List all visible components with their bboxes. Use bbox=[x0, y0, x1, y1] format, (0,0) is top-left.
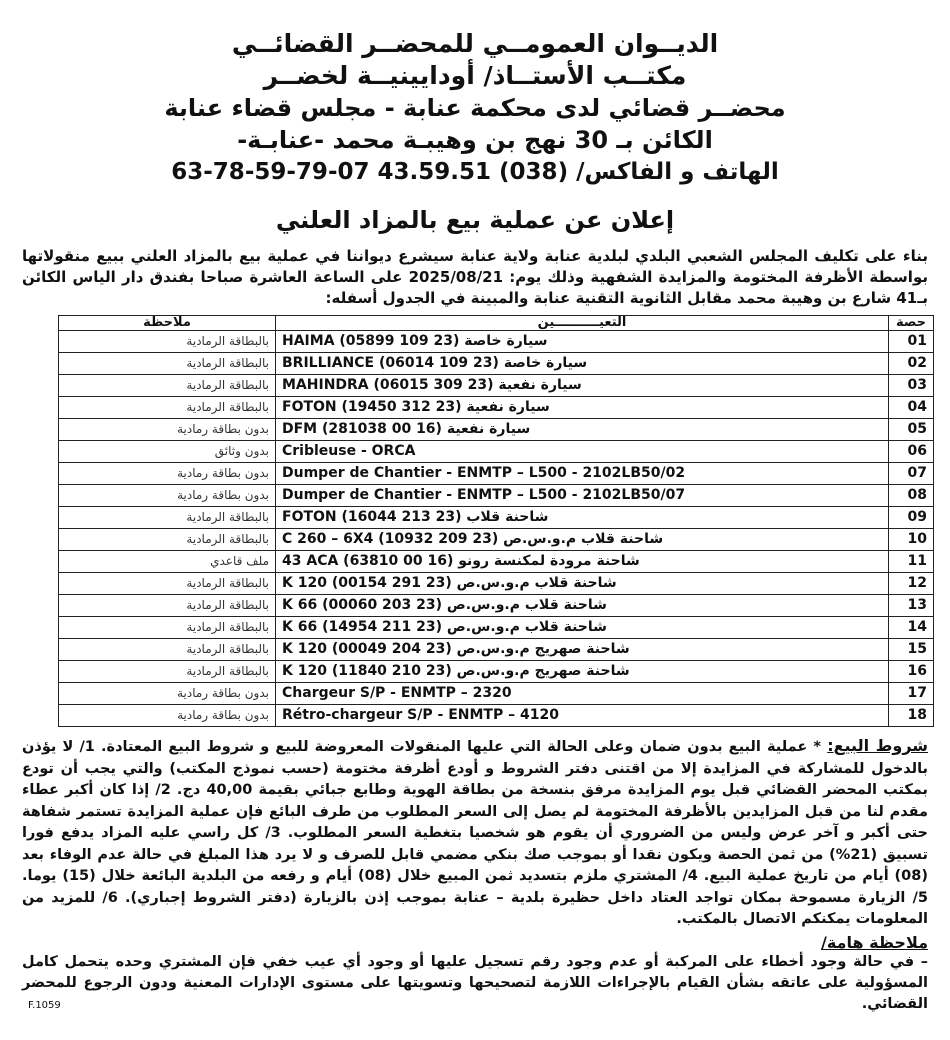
lot-number: 09 bbox=[889, 507, 934, 529]
lot-number: 15 bbox=[889, 639, 934, 661]
table-row bbox=[59, 639, 934, 661]
table-row bbox=[59, 705, 934, 727]
lot-note: بالبطاقة الرمادية bbox=[59, 507, 276, 529]
table-row bbox=[59, 375, 934, 397]
header-line-4: الكائن بـ 30 نهج بن وهيبـة محمد -عنابـة- bbox=[237, 126, 713, 154]
lot-description: HAIMA (05899 109 23) سيارة خاصة bbox=[276, 331, 889, 353]
lot-number: 18 bbox=[889, 705, 934, 727]
table-row bbox=[59, 617, 934, 639]
lot-description: MAHINDRA (06015 309 23) سيارة نفعية bbox=[276, 375, 889, 397]
lot-number: 04 bbox=[889, 397, 934, 419]
lot-description: BRILLIANCE (06014 109 23) سيارة خاصة bbox=[276, 353, 889, 375]
lot-note: بدون بطاقة رمادية bbox=[59, 705, 276, 727]
lot-number: 17 bbox=[889, 683, 934, 705]
lot-number: 03 bbox=[889, 375, 934, 397]
table-row bbox=[59, 683, 934, 705]
footer-code: F.1059 bbox=[28, 1000, 61, 1011]
office-header bbox=[22, 28, 928, 188]
lot-description: FOTON (19450 312 23) سيارة نفعية bbox=[276, 397, 889, 419]
lot-number: 11 bbox=[889, 551, 934, 573]
remark-label: ملاحظة هامة/ bbox=[821, 932, 928, 952]
table-row bbox=[59, 551, 934, 573]
header-line-2: مكتــب الأستــاذ/ أودايينيــة لخضــر bbox=[263, 61, 687, 90]
lot-note: بالبطاقة الرمادية bbox=[59, 331, 276, 353]
header-line-3: محضــر قضائي لدى محكمة عنابة - مجلس قضاء عنابة bbox=[164, 94, 786, 122]
lot-number: 08 bbox=[889, 485, 934, 507]
announcement-title: إعلان عن عملية بيع بالمزاد العلني bbox=[275, 206, 675, 234]
lot-number: 10 bbox=[889, 529, 934, 551]
intro-paragraph: بناء على تكليف المجلس الشعبي البلدي لبلدية عنابة ولاية عنابة سيشرع ديواننا في عملية بيع بالمزاد العلني ببيع منقولاتها بواسطة الأظرفة المختومة والمزايدة الشفهية وذلك يوم: 2025/08/21 على الساعة العاشرة صباحا بفندق دار الياس الكائن بـ41 شارع بن وهيبة محمد مقابل الثانوية التقنية عنابة والمبينة في الجدول أسفله: bbox=[22, 247, 928, 307]
col-note-header: ملاحظة bbox=[59, 316, 276, 331]
lot-note: بدون وثائق bbox=[59, 441, 276, 463]
remark-text: – في حالة وجود أخطاء على المركبة أو عدم وجود رقم تسجيل عليها أو وجود أي عيب خفي فإن المشتري وحده يتحمل كامل المسؤولية على عاتقه بشأن القيام بالإجراءات اللازمة لتصحيحها وتسويتها على مستوى الإدارات المعنية ودون الرجوع للمحضر القضائي. bbox=[22, 953, 928, 1012]
lot-number: 14 bbox=[889, 617, 934, 639]
lot-description: K 120 (11840 210 23) شاحنة صهريج م.و.س.ص bbox=[276, 661, 889, 683]
lot-note: بالبطاقة الرمادية bbox=[59, 661, 276, 683]
lot-note: بدون بطاقة رمادية bbox=[59, 485, 276, 507]
lot-note: بدون بطاقة رمادية bbox=[59, 463, 276, 485]
table-row bbox=[59, 441, 934, 463]
table-row bbox=[59, 331, 934, 353]
lot-note: بدون بطاقة رمادية bbox=[59, 683, 276, 705]
table-row bbox=[59, 463, 934, 485]
table-header-row bbox=[59, 316, 934, 331]
lot-note: بالبطاقة الرمادية bbox=[59, 573, 276, 595]
table-row bbox=[59, 353, 934, 375]
lots-table bbox=[58, 315, 934, 727]
lot-description: K 66 (00060 203 23) شاحنة قلاب م.و.س.ص bbox=[276, 595, 889, 617]
lot-note: بدون بطاقة رمادية bbox=[59, 419, 276, 441]
table-row bbox=[59, 485, 934, 507]
header-line-1: الديــوان العمومــي للمحضــر القضائــي bbox=[231, 29, 719, 58]
col-lot-header: حصة bbox=[889, 316, 934, 331]
lot-description: C 260 – 6X4 (10932 209 23) شاحنة قلاب م.و.س.ص bbox=[276, 529, 889, 551]
table-row bbox=[59, 661, 934, 683]
lot-description: 43 ACA (63810 00 16) شاحنة مرودة لمكنسة رونو bbox=[276, 551, 889, 573]
table-row bbox=[59, 573, 934, 595]
lot-note: بالبطاقة الرمادية bbox=[59, 639, 276, 661]
lot-number: 06 bbox=[889, 441, 934, 463]
table-row bbox=[59, 595, 934, 617]
table-row bbox=[59, 507, 934, 529]
lot-number: 02 bbox=[889, 353, 934, 375]
lot-note: بالبطاقة الرمادية bbox=[59, 397, 276, 419]
lot-number: 07 bbox=[889, 463, 934, 485]
lot-number: 16 bbox=[889, 661, 934, 683]
lot-description: Chargeur S/P - ENMTP – 2320 bbox=[276, 683, 889, 705]
lot-number: 12 bbox=[889, 573, 934, 595]
col-desc-header: التعيــــــــــين bbox=[276, 316, 889, 331]
lot-note: ملف قاعدي bbox=[59, 551, 276, 573]
lot-description: K 120 (00154 291 23) شاحنة قلاب م.و.س.ص bbox=[276, 573, 889, 595]
lot-description: Cribleuse - ORCA bbox=[276, 441, 889, 463]
conditions-label: شروط البيع: bbox=[827, 736, 929, 755]
sale-conditions bbox=[22, 735, 928, 931]
lot-number: 13 bbox=[889, 595, 934, 617]
conditions-text: * عملية البيع بدون ضمان وعلى الحالة التي عليها المنقولات المعروضة للبيع و شروط البيع المعتادة. 1/ لا يؤذن بالدخول للمشاركة في المزايدة إلا من اقتنى دفتر الشروط و أودع أظرفة مختومة (حسب نموذج المكتب) والتي يجب أن تودع بمكتب المحضر القضائي قبل يوم المزايدة مرفق بنسخة من بطاقة الهوية وطابع جبائي بقيمة 40,00 دج. 2/ إذا كان أكبر عطاء مقدم لنا من قبل المزايدين بالأظرفة المختومة لم يصل إلى السعر المطلوب من طرف البائع فإن عملية المزايدة تستمر شفاهة حتى أكبر و آخر عرض وليس من الضروري أن يقوم هو شخصيا بتغطية السعر المطلوب. 3/ كل راسي عليه المزاد يدفع فورا تسبيق (21%) من ثمن الحصة ويكون نقدا أو بموجب صك بنكي مضمي قابل للصرف و لا يرد هذا المبلغ في حالة عدم الوفاء بعد (08) أيام من تاريخ عملية البيع. 4/ المشتري ملزم بتسديد ثمن المبيع خلال (08) أيام و رفعه من البلدية البائعة خلال (15) يوما. 5/ الزيارة مسموحة بمكان تواجد العتاد داخل حظيرة بلدية – عنابة بموجب إذن بالزيارة (دفتر الشروط إجباري). 6/ للمزيد من المعلومات يمكنكم الاتصال بالمكتب. bbox=[22, 739, 928, 927]
lot-description: K 120 (00049 204 23) شاحنة صهريج م.و.س.ص bbox=[276, 639, 889, 661]
lot-description: K 66 (14954 211 23) شاحنة قلاب م.و.س.ص bbox=[276, 617, 889, 639]
lot-number: 05 bbox=[889, 419, 934, 441]
lot-description: DFM (281038 00 16) سيارة نفعية bbox=[276, 419, 889, 441]
lots-table-body bbox=[59, 331, 934, 727]
table-row bbox=[59, 529, 934, 551]
lot-note: بالبطاقة الرمادية bbox=[59, 617, 276, 639]
header-phone-fax: الهاتف و الفاكس/ (038) 43.59.51 07-79-59-78-63 bbox=[171, 159, 779, 185]
table-row bbox=[59, 419, 934, 441]
lot-note: بالبطاقة الرمادية bbox=[59, 529, 276, 551]
lot-description: Dumper de Chantier - ENMTP – L500 - 2102LB50/02 bbox=[276, 463, 889, 485]
lot-note: بالبطاقة الرمادية bbox=[59, 595, 276, 617]
lot-note: بالبطاقة الرمادية bbox=[59, 353, 276, 375]
lot-description: Rétro-chargeur S/P - ENMTP – 4120 bbox=[276, 705, 889, 727]
lot-note: بالبطاقة الرمادية bbox=[59, 375, 276, 397]
lot-description: Dumper de Chantier - ENMTP – L500 - 2102LB50/07 bbox=[276, 485, 889, 507]
lot-description: FOTON (16044 213 23) شاحنة قلاب bbox=[276, 507, 889, 529]
lot-number: 01 bbox=[889, 331, 934, 353]
table-row bbox=[59, 397, 934, 419]
